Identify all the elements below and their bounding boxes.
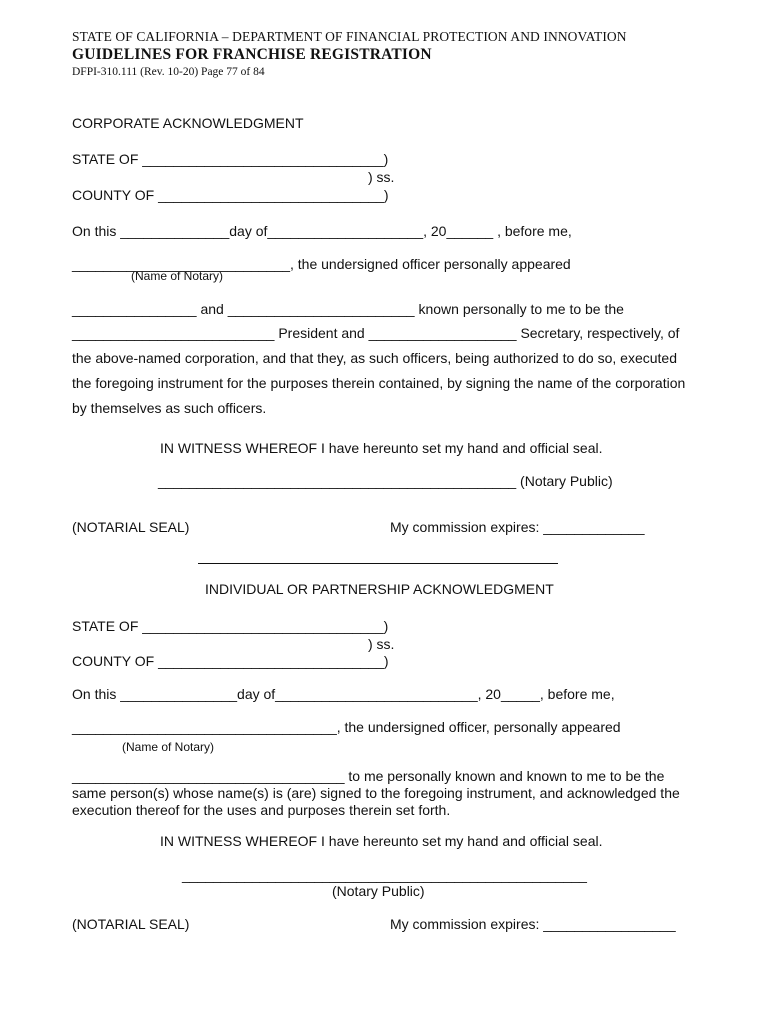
agency-header: STATE OF CALIFORNIA – DEPARTMENT OF FINANCIAL PROTECTION AND INNOVATION: [72, 29, 627, 44]
corporate-ss: ) ss.: [368, 169, 395, 185]
individual-witness: IN WITNESS WHEREOF I have hereunto set my hand and official seal.: [160, 833, 603, 849]
individual-paragraph-line: same person(s) whose name(s) is (are) signed to the foregoing instrument, and acknowledged the: [72, 785, 680, 801]
individual-paragraph-line: execution thereof for the uses and purposes therein set forth.: [72, 802, 451, 818]
corporate-notarial-seal: (NOTARIAL SEAL): [72, 519, 190, 535]
individual-notarial-seal: (NOTARIAL SEAL): [72, 916, 190, 932]
corporate-paragraph-line: by themselves as such officers.: [72, 400, 267, 416]
corporate-notary-caption: (Name of Notary): [131, 269, 224, 283]
corporate-date-line: On this ______________day of____________________, 20______ , before me,: [72, 223, 572, 239]
individual-state-line: STATE OF _______________________________): [72, 618, 389, 634]
corporate-heading: CORPORATE ACKNOWLEDGMENT: [72, 115, 304, 131]
corporate-paragraph-line: the above-named corporation, and that they, as such officers, being authorized to do so, executed: [72, 350, 677, 366]
individual-paragraph-line: ___________________________________ to me personally known and known to me to be the: [72, 768, 665, 784]
section-divider: [198, 563, 558, 564]
corporate-witness: IN WITNESS WHEREOF I have hereunto set my hand and official seal.: [160, 440, 603, 456]
corporate-paragraph-line: the foregoing instrument for the purposes therein contained, by signing the name of the corporation: [72, 375, 686, 391]
individual-notary-caption: (Name of Notary): [122, 740, 215, 754]
form-reference: DFPI-310.111 (Rev. 10-20) Page 77 of 84: [72, 66, 265, 78]
individual-commission-expires: My commission expires: _________________: [390, 916, 676, 932]
corporate-paragraph-line: __________________________ President and ___________________ Secretary, respectively, of: [72, 325, 680, 341]
individual-ss: ) ss.: [368, 636, 395, 652]
individual-notary-public: (Notary Public): [332, 883, 425, 899]
corporate-notary-line: ____________________________, the undersigned officer personally appeared: [72, 256, 571, 272]
corporate-state-line: STATE OF _______________________________): [72, 151, 389, 167]
document-title: GUIDELINES FOR FRANCHISE REGISTRATION: [72, 46, 432, 63]
individual-county-line: COUNTY OF _____________________________): [72, 653, 389, 669]
corporate-paragraph-line: ________________ and ________________________ known personally to me to be the: [72, 301, 624, 317]
corporate-commission-expires: My commission expires: _____________: [390, 519, 645, 535]
corporate-county-line: COUNTY OF _____________________________): [72, 187, 389, 203]
individual-notary-signature-line: ____________________________________________________: [182, 867, 587, 883]
individual-heading: INDIVIDUAL OR PARTNERSHIP ACKNOWLEDGMENT: [205, 581, 554, 597]
individual-date-line: On this _______________day of__________________________, 20_____, before me,: [72, 686, 615, 702]
corporate-notary-public: ______________________________________________ (Notary Public): [158, 473, 613, 489]
individual-notary-line: __________________________________, the undersigned officer, personally appeared: [72, 719, 621, 735]
